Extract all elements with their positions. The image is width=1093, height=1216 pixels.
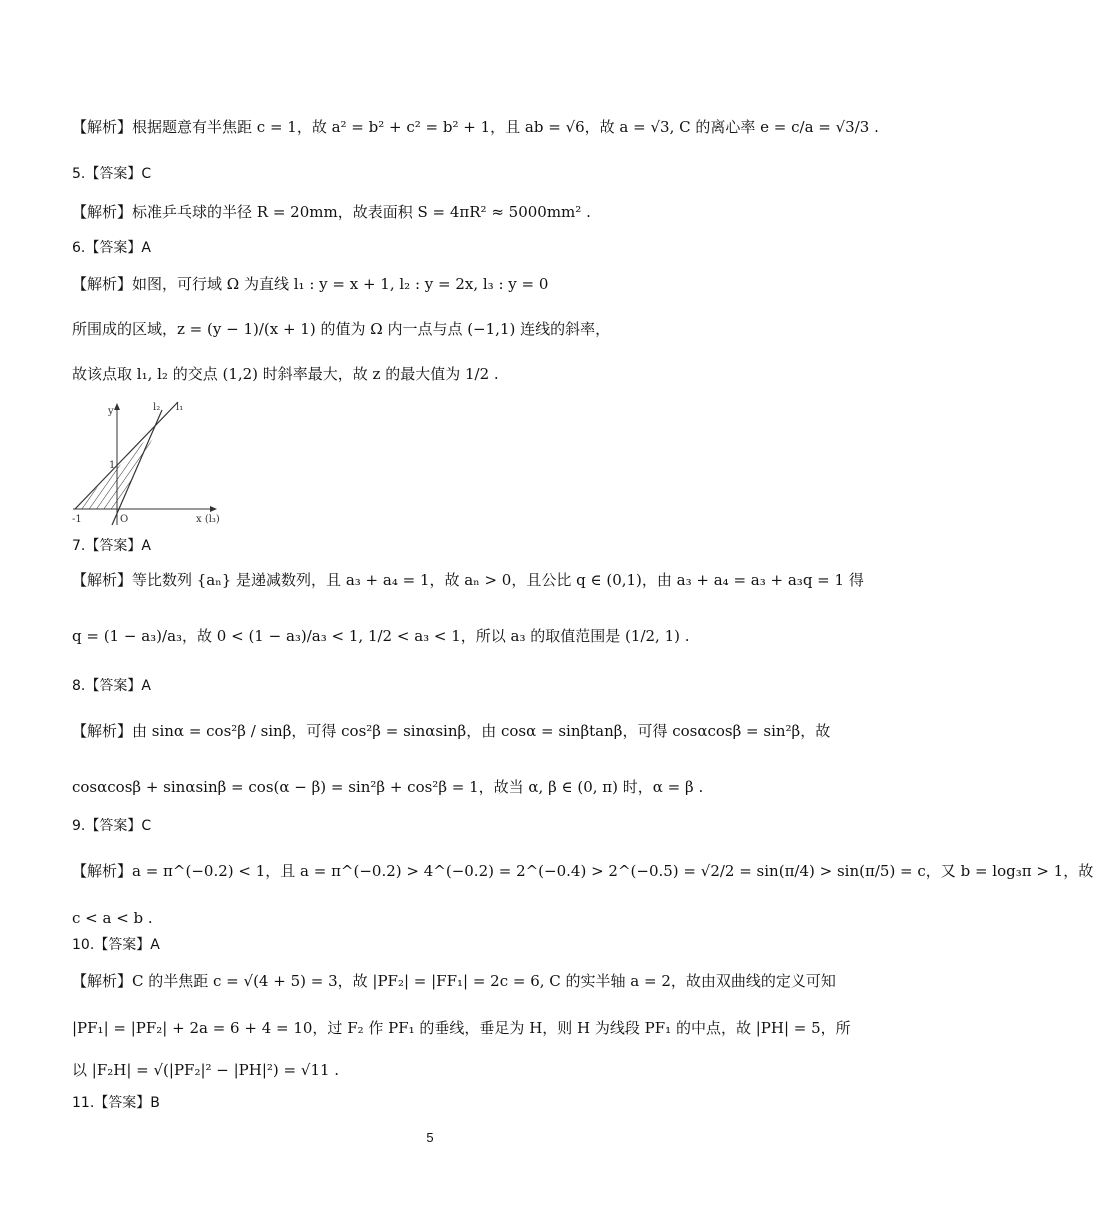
label-minus-one: -1 (72, 514, 82, 525)
answer-9: 9.【答案】C (72, 818, 152, 834)
x-axis-arrow (210, 506, 217, 512)
analysis-9-line-2: c < a < b . (72, 909, 153, 927)
label-origin: O (120, 514, 129, 525)
label-l2: l₂ (153, 402, 161, 413)
analysis-7-line-1: 【解析】等比数列 {aₙ} 是递减数列，且 a₃ + a₄ = 1，故 aₙ > 0，且公比 q ∈ (0,1)，由 a₃ + a₄ = a₃ + a₃q = 1 得 (72, 571, 864, 589)
answer-11: 11.【答案】B (72, 1095, 160, 1111)
analysis-10-line-2: |PF₁| = |PF₂| + 2a = 6 + 4 = 10，过 F₂ 作 PF₁ 的垂线，垂足为 H，则 H 为线段 PF₁ 的中点，故 |PH| = 5，所 (72, 1019, 851, 1037)
analysis-4: 【解析】根据题意有半焦距 c = 1，故 a² = b² + c² = b² + 1，且 ab = √6，故 a = √3, C 的离心率 e = c/a = √3/3 . (72, 118, 879, 136)
y-axis-arrow (114, 403, 120, 410)
answer-8: 8.【答案】A (72, 678, 151, 694)
label-y: y (108, 406, 114, 417)
analysis-10-line-1: 【解析】C 的半焦距 c = √(4 + 5) = 3，故 |PF₂| = |FF₁| = 2c = 6, C 的实半轴 a = 2，故由双曲线的定义可知 (72, 972, 836, 990)
analysis-6-line-2: 所围成的区域，z = (y − 1)/(x + 1) 的值为 Ω 内一点与点 (−1,1) 连线的斜率， (72, 320, 611, 338)
label-l1: l₁ (176, 402, 184, 413)
analysis-7-line-2: q = (1 − a₃)/a₃，故 0 < (1 − a₃)/a₃ < 1, 1/2 < a₃ < 1，所以 a₃ 的取值范围是 (1/2, 1) . (72, 627, 690, 645)
analysis-8-line-2: cosαcosβ + sinαsinβ = cos(α − β) = sin²β + cos²β = 1，故当 α, β ∈ (0, π) 时，α = β . (72, 778, 704, 796)
answer-5: 5.【答案】C (72, 166, 152, 182)
answer-7: 7.【答案】A (72, 538, 151, 554)
analysis-6-line-3: 故该点取 l₁, l₂ 的交点 (1,2) 时斜率最大，故 z 的最大值为 1/2 . (72, 365, 499, 383)
label-one: 1 (109, 460, 116, 471)
page-number: 5 (426, 1130, 434, 1145)
analysis-8-line-1: 【解析】由 sinα = cos²β / sinβ，可得 cos²β = sinαsinβ，由 cosα = sinβtanβ，可得 cosαcosβ = sin²β，故 (72, 722, 831, 740)
analysis-9-line-1: 【解析】a = π^(−0.2) < 1，且 a = π^(−0.2) > 4^(−0.2) = 2^(−0.4) > 2^(−0.5) = √2/2 = sin(π/4) > sin(π/5) = c，又 b = log₃π > 1，故 (72, 862, 1093, 880)
label-x: x (l₃) (196, 514, 220, 525)
feasible-region-figure (70, 400, 240, 530)
analysis-6-line-1: 【解析】如图，可行域 Ω 为直线 l₁ : y = x + 1, l₂ : y = 2x, l₃ : y = 0 (72, 275, 549, 293)
analysis-5: 【解析】标准乒乓球的半径 R = 20mm，故表面积 S = 4πR² ≈ 5000mm² . (72, 203, 591, 221)
analysis-10-line-3: 以 |F₂H| = √(|PF₂|² − |PH|²) = √11 . (72, 1061, 340, 1079)
answer-10: 10.【答案】A (72, 937, 160, 953)
answer-6: 6.【答案】A (72, 240, 151, 256)
